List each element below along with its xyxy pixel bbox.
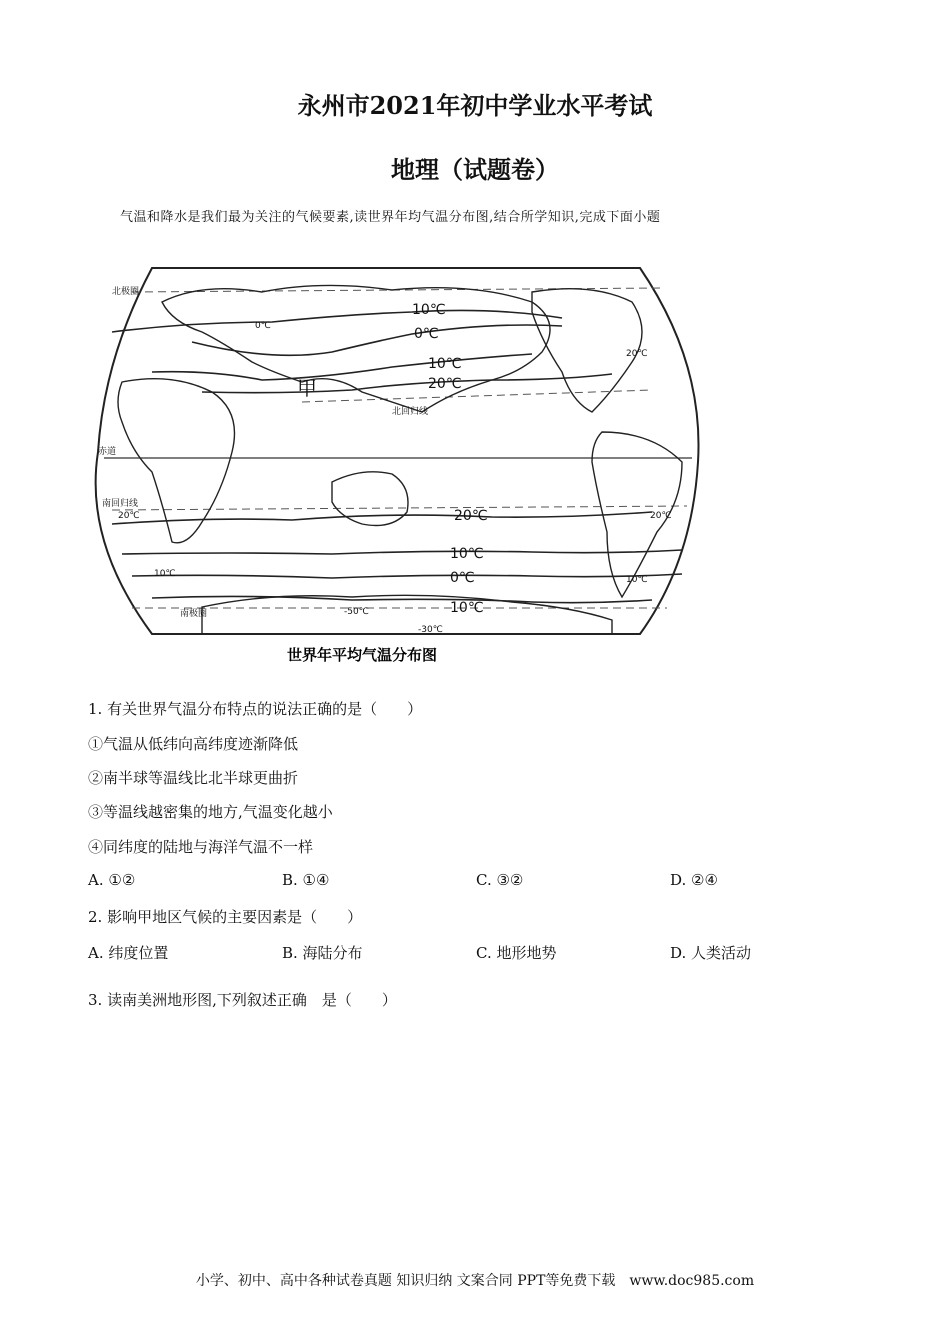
question-2-option-d[interactable]: D. 人类活动 (670, 944, 752, 962)
footer-text: 小学、初中、高中各种试卷真题 知识归纳 文案合同 PPT等免费下载 www.doc985.com (195, 1273, 755, 1289)
label-left20: 20℃ (118, 511, 140, 521)
label-iso10-s: 10℃ (450, 546, 484, 562)
question-1-statement-1: ①气温从低纬向高纬度迹渐降低 (88, 735, 299, 753)
label-right20s: 20℃ (650, 511, 672, 521)
label-iso0-n: 0℃ (414, 326, 439, 342)
label-iso20-s: 20℃ (454, 508, 488, 524)
label-left0: 0℃ (255, 321, 271, 331)
exam-title: 永州市2021年初中学业水平考试 (297, 91, 653, 120)
question-2-option-c[interactable]: C. 地形地势 (476, 944, 557, 962)
isotherm-north-20 (202, 374, 612, 393)
label-minus30: -30℃ (418, 625, 443, 635)
world-temperature-map (92, 262, 702, 670)
map-caption: 世界年平均气温分布图 (287, 646, 438, 664)
question-2-stem: 2. 影响甲地区气候的主要因素是（ ） (88, 908, 363, 926)
isotherm-north-10-b (152, 354, 532, 380)
label-iso20-n: 20℃ (428, 376, 462, 392)
label-tropic-north: 北回归线 (392, 407, 429, 417)
map-frame (96, 268, 699, 634)
label-jia: 甲 (297, 376, 317, 400)
intro-text: 气温和降水是我们最为关注的气候要素,读世界年均气温分布图,结合所学知识,完成下面小题 (120, 210, 661, 225)
label-arctic: 北极圈 (112, 287, 140, 297)
isotherm-south-10 (122, 550, 682, 554)
label-right20: 20℃ (626, 349, 648, 359)
question-2-option-a[interactable]: A. 纬度位置 (88, 944, 169, 962)
question-1-statement-3: ③等温线越密集的地方,气温变化越小 (88, 803, 333, 821)
label-iso10-s2: 10℃ (450, 600, 484, 616)
label-minus50: -50℃ (344, 607, 369, 617)
label-left10: 10℃ (154, 569, 176, 579)
label-right10: 10℃ (626, 575, 648, 585)
question-1-option-d[interactable]: D. ②④ (670, 871, 718, 889)
continent-antarctica (202, 595, 612, 634)
isotherm-south-0 (132, 574, 682, 578)
question-2-option-b[interactable]: B. 海陆分布 (282, 944, 363, 962)
question-1-statement-4: ④同纬度的陆地与海洋气温不一样 (88, 838, 314, 856)
label-equator: 赤道 (98, 447, 117, 457)
isotherm-north-0 (192, 325, 562, 355)
tropic-north-line (302, 390, 652, 402)
label-iso0-s: 0℃ (450, 570, 475, 586)
question-3-stem: 3. 读南美洲地形图,下列叙述正确 是（ ） (88, 991, 397, 1009)
question-1-option-a[interactable]: A. ①② (88, 871, 136, 889)
question-1-stem: 1. 有关世界气温分布特点的说法正确的是（ ） (88, 700, 423, 718)
label-iso10-n2: 10℃ (428, 356, 462, 372)
question-1-statement-2: ②南半球等温线比北半球更曲折 (88, 769, 299, 787)
question-1-option-b[interactable]: B. ①④ (282, 871, 330, 889)
label-antarctic: 南极圈 (180, 609, 208, 619)
label-iso10-n1: 10℃ (412, 302, 446, 318)
isotherm-south-20 (112, 512, 652, 524)
exam-subtitle: 地理（试题卷） (391, 155, 559, 184)
label-tropic-south: 南回归线 (102, 499, 139, 509)
question-1-option-c[interactable]: C. ③② (476, 871, 524, 889)
